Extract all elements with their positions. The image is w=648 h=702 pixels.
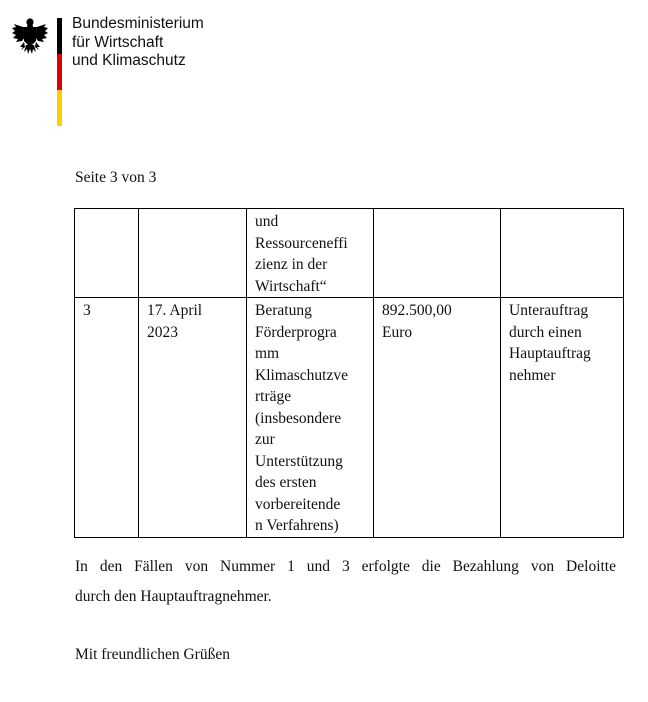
cell-line: vorbereitende: [255, 495, 341, 513]
cell-line: Beratung: [255, 302, 312, 319]
cell-line: 17. April: [147, 302, 203, 319]
cell-date: [139, 298, 247, 538]
cell-number: 3: [75, 298, 139, 538]
ministry-name-line: Bundesministerium: [72, 15, 204, 32]
flag-black-stripe: [57, 18, 62, 54]
ministry-name-line: für Wirtschaft: [72, 33, 164, 51]
cell-line: Unterstützung: [255, 452, 343, 470]
cell-line: und: [255, 213, 279, 230]
cell-line: Hauptauftrag: [509, 345, 591, 362]
cell-type: [501, 209, 624, 298]
ministry-name-line: und Klimaschutz: [72, 52, 186, 69]
page-indicator: Seite 3 von 3: [75, 169, 157, 186]
cell-line: nehmer: [509, 366, 556, 384]
ministry-name: [72, 15, 272, 71]
flag-red-stripe: [57, 54, 62, 90]
cell-line: Unterauftrag: [509, 302, 589, 319]
cell-line: Euro: [382, 323, 413, 341]
cell-line: Wirtschaft“: [255, 277, 327, 295]
cell-line: durch einen: [509, 323, 582, 341]
cell-number: [75, 209, 139, 298]
cell-line: 2023: [147, 323, 178, 341]
cell-date: [139, 209, 247, 298]
cell-line: Klimaschutzve: [255, 366, 348, 384]
cell-description: [247, 298, 374, 538]
paragraph-line: durch den Hauptauftragnehmer.: [75, 588, 272, 605]
german-flag-bar: [57, 18, 62, 126]
cell-type: [501, 298, 624, 538]
table-row: [75, 209, 624, 298]
cell-line: zienz in der: [255, 256, 328, 273]
cell-line: Ressourceneffi: [255, 234, 348, 252]
cell-line: mm: [255, 345, 280, 362]
cell-amount: [374, 298, 501, 538]
cell-description: [247, 209, 374, 298]
cell-line: 892.500,00: [382, 302, 452, 319]
cell-line: Förderprogra: [255, 323, 337, 341]
payment-note-paragraph: [75, 552, 616, 612]
table-row: [75, 298, 624, 538]
flag-gold-stripe: [57, 90, 62, 126]
cell-line: (insbesondere: [255, 409, 342, 427]
cell-line: zur: [255, 431, 275, 448]
closing-salutation: Mit freundlichen Grüßen: [75, 646, 230, 663]
cell-amount: [374, 209, 501, 298]
contracts-table: [74, 208, 624, 538]
cell-line: rträge: [255, 388, 292, 405]
cell-line: n Verfahrens): [255, 517, 339, 534]
paragraph-line: In den Fällen von Nummer 1 und 3 erfolgte die Bezahlung von Deloitte: [75, 558, 616, 575]
cell-line: des ersten: [255, 474, 317, 491]
federal-eagle-icon: [12, 16, 48, 56]
